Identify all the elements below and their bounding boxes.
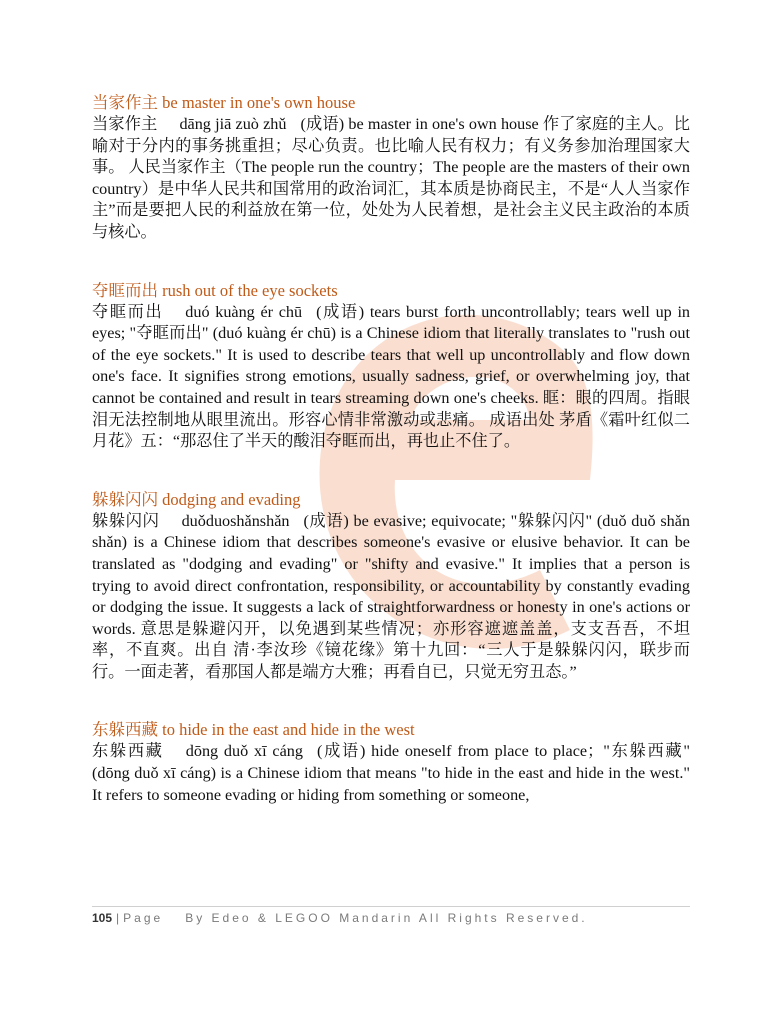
page-number: 105 [92, 911, 113, 925]
entry-dang-jia-zuo-zhu [92, 92, 690, 244]
entry-body [92, 302, 690, 453]
entry-dong-duo-xi-cang [92, 719, 690, 806]
footer-credit: By Edeo & LEGOO Mandarin All Rights Reserved. [185, 911, 588, 925]
entry-term: 夺眶而出 [92, 302, 164, 321]
entry-title: 躲躲闪闪 dodging and evading [92, 489, 301, 509]
entry-title: 当家作主 be master in one's own house [92, 93, 356, 112]
document-page [92, 92, 690, 842]
entry-duo-kuang-er-chu [92, 280, 690, 453]
page-footer [92, 906, 690, 925]
entry-body [92, 114, 690, 244]
entry-pinyin: dōng duǒ xī cáng [185, 742, 303, 761]
entry-term: 躲躲闪闪 [92, 511, 160, 530]
entry-pinyin: duó kuàng ér chū [185, 302, 303, 321]
entry-body [92, 741, 690, 806]
entry-text: be master in one's own house 作了家庭的主人。比喻对于分内的事务挑重担；尽心负责。也比喻人民有权力；有义务参加治理国家大事。 人民当家作主（The people run the country；The people are the masters of their own country）是中华人民共和国常用的政治词汇，其本质是协商民主，不是“人人当家作主”而是要把人民的利益放在第一位，处处为人民着想，是社会主义民主政治的本质与核心。 [92, 115, 690, 241]
entry-pinyin: dāng jiā zuò zhǔ [179, 115, 287, 133]
entry-duo-duo-shan-shan [92, 489, 690, 684]
entry-pos: (成语) [316, 742, 366, 761]
entry-text: hide oneself from place to place；"东躲西藏" (dōng duǒ xī cáng) is a Chinese idiom that means "to hide in the east and hide in the west." It refers to someone evading or hiding from something or someone, [92, 742, 690, 804]
entry-pos: (成语) [300, 115, 345, 133]
entry-pinyin: duǒduoshǎnshǎn [181, 511, 290, 530]
entry-term: 当家作主 [92, 115, 158, 133]
entry-text: tears burst forth uncontrollably; tears well up in eyes; "夺眶而出" (duó kuàng ér chū) is a Chinese idiom that literally translates to "rush out of the eye sockets." It is used to describe tears that well up uncontrollably and flow down one's face. It signifies strong emotions, usually sadness, grief, or overwhelming joy, that cannot be contained and result in tears streaming down one's cheeks. 眶：眼的四周。指眼泪无法控制地从眼里流出。形容心情非常激动或悲痛。 成语出处 茅盾《霜叶红似二月花》五：“那忍住了半天的酸泪夺眶而出，再也止不住了。 [92, 302, 691, 451]
entry-term: 东躲西藏 [92, 742, 164, 761]
entry-text: be evasive; equivocate; "躲躲闪闪" (duǒ duǒ shǎn shǎn) is a Chinese idiom that describes someone's evasive or elusive behavior. It can be translated as "dodging and evading" or "shifty and evasive." It implies that a person is trying to avoid direct confrontation, responsibility, or accountability by constantly evading or dodging the issue. It suggests a lack of straightforwardness or honesty in one's actions or words. 意思是躲避闪开，以免遇到某些情况；亦形容遮遮盖盖，支支吾吾，不坦率，不直爽。出自 清·李汝珍《镜花缘》第十九回：“三人于是躲躲闪闪，联步而行。一面走著，看那国人都是端方大雅；再看自已，只觉无穷丑态。” [92, 511, 691, 681]
entry-body [92, 511, 690, 684]
page-label: Page [123, 911, 164, 925]
footer-separator: | [116, 911, 120, 925]
entry-title: 东躲西藏 to hide in the east and hide in the west [92, 720, 415, 740]
entry-pos: (成语) [316, 302, 365, 321]
entry-title: 夺眶而出 rush out of the eye sockets [92, 280, 338, 300]
entry-pos: (成语) [303, 511, 349, 530]
